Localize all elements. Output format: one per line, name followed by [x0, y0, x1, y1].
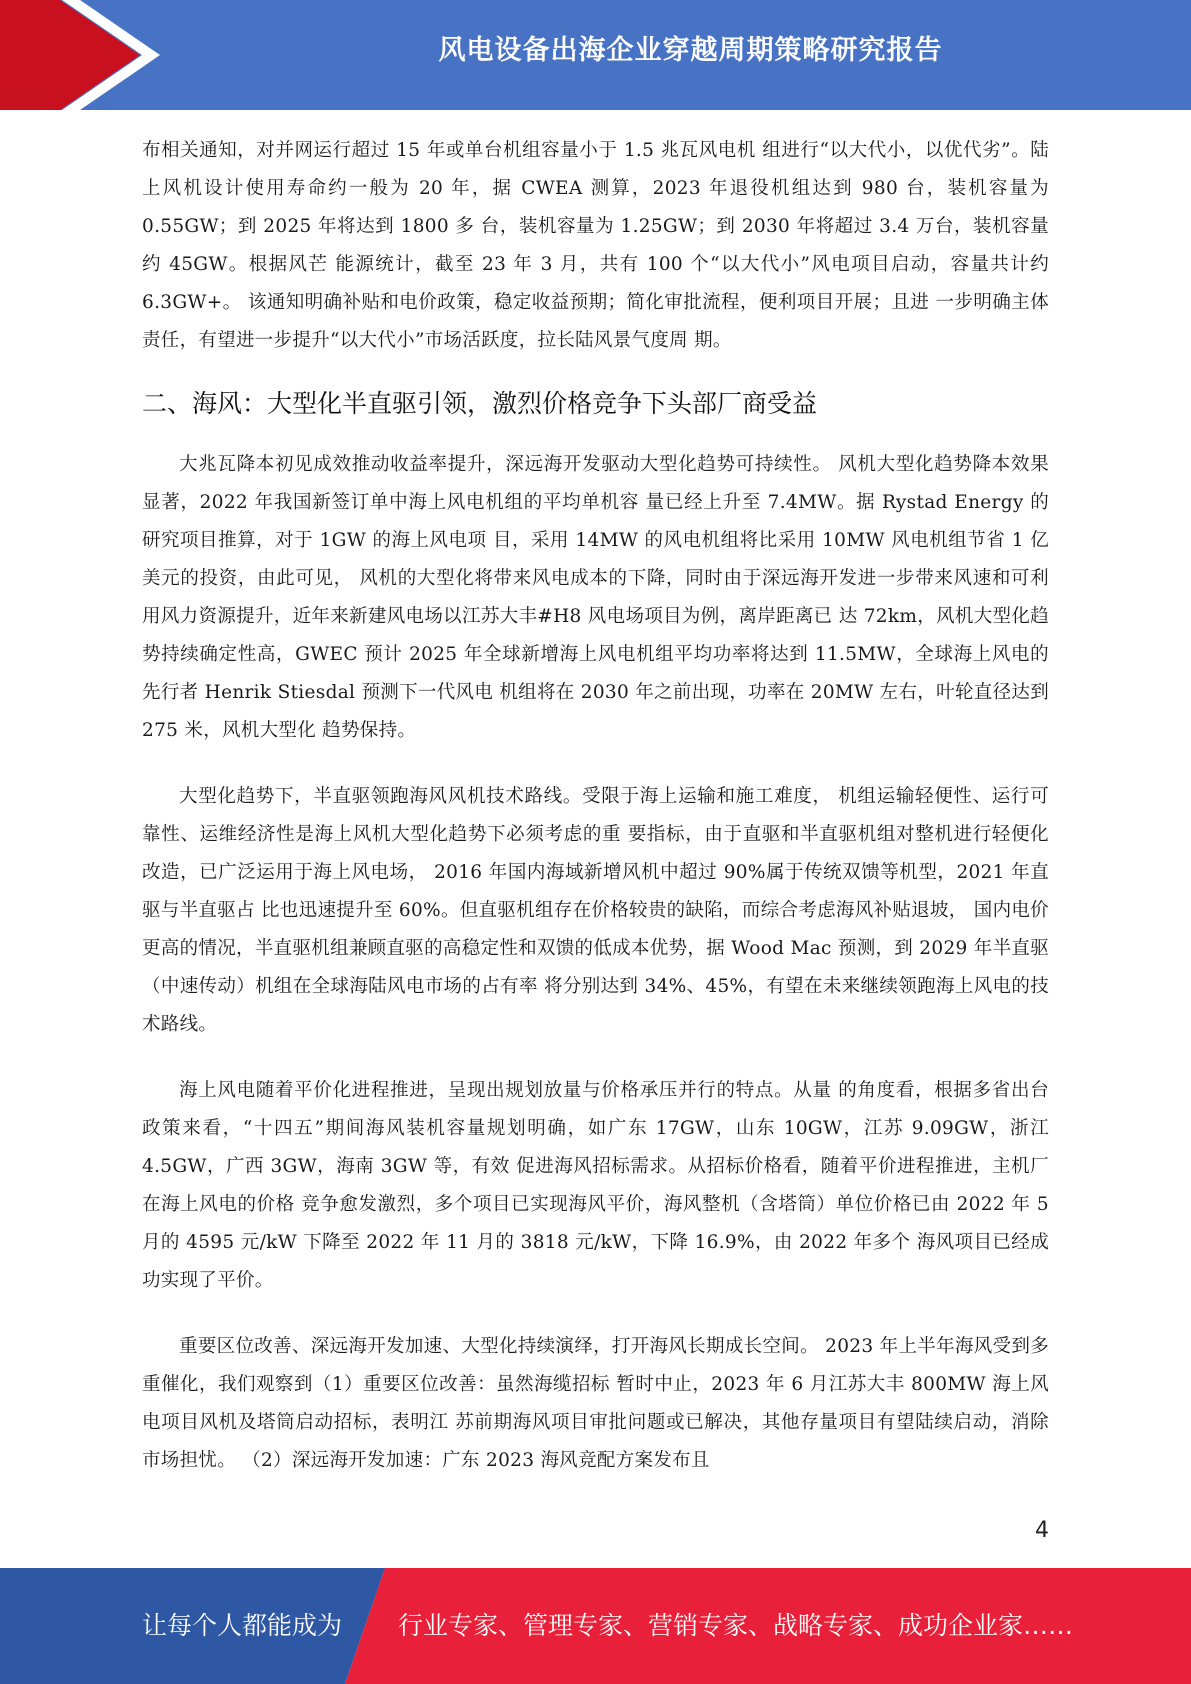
page-content	[142, 132, 1049, 1480]
page-header	[0, 0, 1191, 110]
body-paragraph: 布相关通知，对并网运行超过 15 年或单台机组容量小于 1.5 兆瓦风电机 组进行“以大代小，以优代劣”。陆上风机设计使用寿命约一般为 20 年，据 CWEA 测算，2023 年退役机组达到 980 台，装机容量为 0.55GW；到 2025 年将达到 1800 多 台，装机容量为 1.25GW；到 2030 年将超过 3.4 万台，装机容量约 45GW。根据风芒 能源统计，截至 23 年 3 月，共有 100 个“以大代小”风电项目启动，容量共计约 6.3GW+。 该通知明确补贴和电价政策，稳定收益预期；简化审批流程，便利项目开展；且进 一步明确主体责任，有望进一步提升“以大代小”市场活跃度，拉长陆风景气度周 期。	[142, 140, 1049, 351]
body-paragraph: 重要区位改善、深远海开发加速、大型化持续演绎，打开海风长期成长空间。 2023 年上半年海风受到多重催化，我们观察到（1）重要区位改善：虽然海缆招标 暂时中止，2023 年 6 月江苏大丰 800MW 海上风电项目风机及塔筒启动招标，表明江 苏前期海风项目审批问题或已解决，其他存量项目有望陆续启动，消除市场担忧。 （2）深远海开发加速：广东 2023 海风竞配方案发布且	[142, 1336, 1049, 1471]
page-footer	[0, 1568, 1191, 1684]
header-arrow-decoration	[0, 0, 300, 110]
report-title: 风电设备出海企业穿越周期策略研究报告	[438, 35, 943, 66]
footer-slogan-right: 行业专家、管理专家、营销专家、战略专家、成功企业家……	[398, 1611, 1074, 1640]
body-paragraph: 大型化趋势下，半直驱领跑海风风机技术路线。受限于海上运输和施工难度， 机组运输轻便性、运行可靠性、运维经济性是海上风机大型化趋势下必须考虑的重 要指标，由于直驱和半直驱机组对整机进行轻便化改造，已广泛运用于海上风电场， 2016 年国内海域新增风机中超过 90%属于传统双馈等机型，2021 年直驱与半直驱占 比也迅速提升至 60%。但直驱机组存在价格较贵的缺陷，而综合考虑海风补贴退坡， 国内电价更高的情况，半直驱机组兼顾直驱的高稳定性和双馈的低成本优势，据 Wood Mac 预测，到 2029 年半直驱（中速传动）机组在全球海陆风电市场的占有率 将分别达到 34%、45%，有望在未来继续领跑海上风电的技术路线。	[142, 786, 1049, 1035]
footer-slogan-left: 让每个人都能成为	[142, 1611, 343, 1640]
section-heading: 二、海风：大型化半直驱引领，激烈价格竞争下头部厂商受益	[142, 389, 818, 418]
body-paragraph: 海上风电随着平价化进程推进，呈现出规划放量与价格承压并行的特点。从量 的角度看，根据多省出台政策来看，“十四五”期间海风装机容量规划明确，如广东 17GW，山东 10GW，江苏 9.09GW，浙江 4.5GW，广西 3GW，海南 3GW 等，有效 促进海风招标需求。从招标价格看，随着平价进程推进，主机厂在海上风电的价格 竞争愈发激烈，多个项目已实现海风平价，海风整机（含塔筒）单位价格已由 2022 年 5 月的 4595 元/kW 下降至 2022 年 11 月的 3818 元/kW，下降 16.9%，由 2022 年多个 海风项目已经成功实现了平价。	[142, 1080, 1049, 1291]
page-number: 4	[1035, 1518, 1049, 1543]
body-paragraph: 大兆瓦降本初见成效推动收益率提升，深远海开发驱动大型化趋势可持续性。 风机大型化趋势降本效果显著，2022 年我国新签订单中海上风电机组的平均单机容 量已经上升至 7.4MW。据 Rystad Energy 的研究项目推算，对于 1GW 的海上风电项 目，采用 14MW 的风电机组将比采用 10MW 风电机组节省 1 亿美元的投资，由此可见， 风机的大型化将带来风电成本的下降，同时由于深远海开发进一步带来风速和可利 用风力资源提升，近年来新建风电场以江苏大丰#H8 风电场项目为例，离岸距离已 达 72km，风机大型化趋势持续确定性高，GWEC 预计 2025 年全球新增海上风电机组平均功率将达到 11.5MW，全球海上风电的先行者 Henrik Stiesdal 预测下一代风电 机组将在 2030 年之前出现，功率在 20MW 左右，叶轮直径达到 275 米，风机大型化 趋势保持。	[142, 454, 1049, 741]
